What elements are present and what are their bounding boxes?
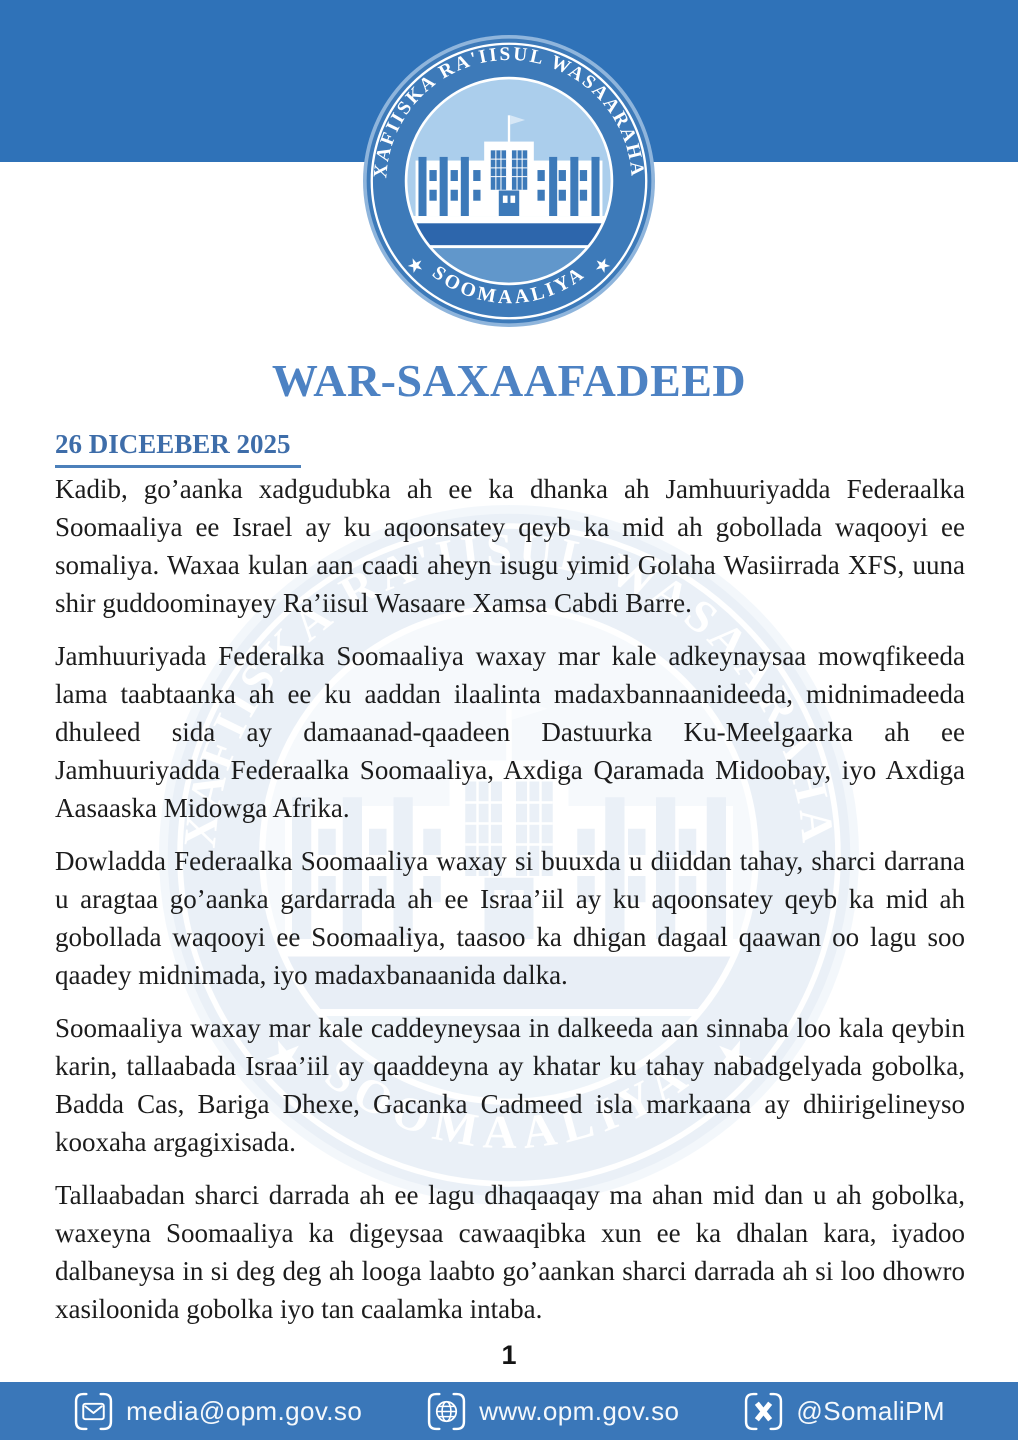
paragraph-1: Kadib, go’aanka xadgudubka ah ee ka dhanka ah Jamhuuriyadda Federaalka Soomaaliya ee Israel ay ku aqoonsatey qeyb ka mid ah gobollada waqooyi ee somaliya. Waxaa kulan aan caadi aheyn isugu yimid Golaha Wasiirrada XFS, uuna shir guddoominayey Ra’iisul Wasaare Xamsa Cabdi Barre. [55, 474, 965, 618]
page-number: 1 [501, 1340, 517, 1370]
paragraph-3: Dowladda Federaalka Soomaaliya waxay si buuxda u diiddan tahay, sharci darrana u aragtaa go’aanka gardarrada ah ee Israa’iil ay ku aqoonsatey qeyb ka mid ah gobollada waqooyi ee Soomaaliya, taasoo ka dhigan dagaal qaawan oo lagu soo qaadey midnimada, iyo madaxbanaanida dalka. [55, 846, 965, 990]
footer-band [0, 1382, 1018, 1440]
footer-social-label: @SomaliPM [796, 1395, 945, 1426]
opm-seal-logo [363, 35, 655, 327]
document-body [55, 470, 965, 1343]
paragraph-4: Soomaaliya waxay mar kale caddeyneysaa in dalkeeda aan sinnaba loo kala qeybin karin, tallaabada Israa’iil ay qaaddeyna ay khatar ku tahay nabadgelyada gobolka, Badda Cas, Bariga Dhexe, Gacanka Cadmeed isla markaana ay dhiirigelineyso kooxaha argagixisada. [55, 1013, 965, 1157]
footer-social-link[interactable] [743, 1391, 944, 1432]
paragraph-2: Jamhuuriyada Federalka Soomaaliya waxay mar kale adkeynaysaa mowqfikeeda lama taabtaanka ah ee ku aaddan ilaalinta madaxbannaanideeda, midnimadeeda dhuleed sida ay damaanad-qaadeen Dastuurka Ku-Meelgaarka ah ee Jamhuuriyadda Federaalka Soomaaliya, Axdiga Qaramada Midoobay, iyo Axdiga Aasaaska Midowga Afrika. [55, 641, 965, 823]
footer-email-label: media@opm.gov.so [126, 1395, 363, 1426]
footer-email-link[interactable] [73, 1391, 362, 1432]
footer-website-label: www.opm.gov.so [479, 1395, 680, 1426]
paragraph-5: Tallaabadan sharci darrada ah ee lagu dhaqaaqay ma ahan mid dan u ah gobolka, waxeyna Soomaaliya ka digeysaa cawaaqibka xun ee ka dhalan kara, iyadoo dalbaneysa in si deg deg ah looga laabto go’aankan sharci darrada ah si loo dhowro xasiloonida gobolka iyo tan caalamka intaba. [55, 1180, 965, 1324]
document-date: 26 DICEEBER 2025 [55, 429, 301, 468]
document-title: WAR-SAXAAFADEED [271, 355, 747, 406]
envelope-icon [73, 1391, 114, 1432]
footer-website-link[interactable] [426, 1391, 679, 1432]
globe-icon [426, 1391, 467, 1432]
x-social-icon [743, 1391, 784, 1432]
